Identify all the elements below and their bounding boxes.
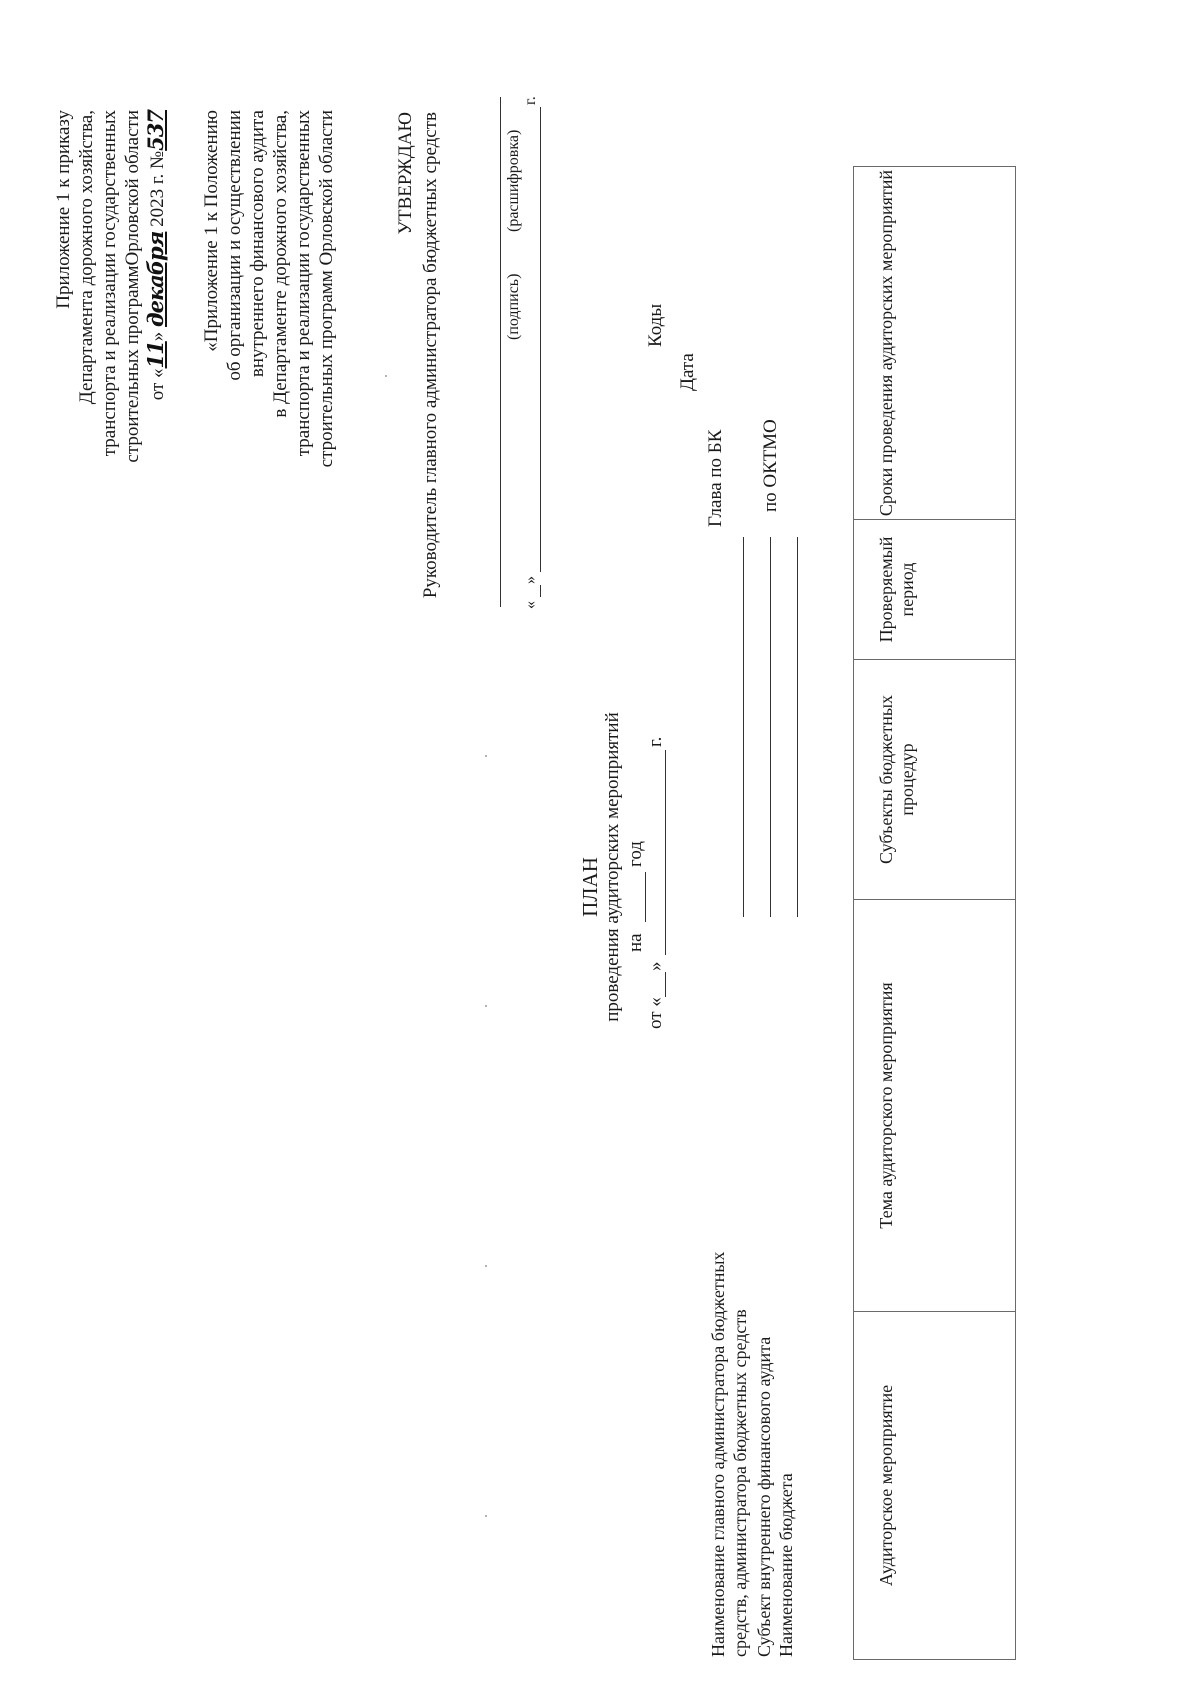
regulation-block [200, 110, 338, 730]
handwritten-number: 537 [143, 110, 168, 151]
col-budget-subjects: Субъекты бюджетных процедур [854, 660, 1016, 900]
budget-label: Наименование бюджета [776, 1473, 796, 1657]
scan-dot [385, 375, 387, 377]
regulation-line-4: в Департаменте дорожного хозяйства, [270, 110, 291, 418]
col-audit-event: Аудиторское мероприятие [854, 1312, 1016, 1660]
approval-year-suffix: г. [522, 96, 539, 105]
plan-year-line [645, 872, 646, 922]
scan-dot [485, 1515, 487, 1517]
approval-date-open: « [522, 601, 539, 609]
appendix-line-1: Приложение 1 к приказу [53, 110, 74, 309]
plan-from-suffix: г. [645, 736, 666, 747]
admin-name-line-2: средств, администратора бюджетных средств [730, 1309, 750, 1657]
approval-day-line [540, 585, 541, 597]
admin-name-value-line [743, 537, 744, 917]
date-year: 2023 г. № [147, 150, 168, 227]
date-mid: » [147, 331, 168, 342]
col-audit-topic: Тема аудиторского мероприятия [854, 900, 1016, 1312]
appendix-line-2: Департамента дорожного хозяйства, [76, 110, 97, 405]
regulation-line-2: об организации и осуществлении [224, 110, 245, 381]
scan-dot [485, 1005, 487, 1007]
scan-dot [485, 755, 487, 757]
table-header-row [854, 167, 1016, 1660]
signature-line [500, 97, 501, 607]
codes-title: Коды [645, 303, 666, 347]
handwritten-month: декабря [143, 231, 168, 327]
plan-title: ПЛАН [578, 857, 602, 917]
plan-from-day-line [665, 972, 666, 997]
regulation-line-6: строительных программ Орловской области [316, 110, 337, 468]
plan-from-mid: » [645, 961, 666, 971]
admin-name-label [707, 1252, 751, 1657]
plan-for-suffix: год [625, 841, 646, 867]
codes-chapter-label: Глава по БК [705, 429, 726, 527]
plan-subtitle: проведения аудиторских мероприятий [602, 712, 623, 1022]
signature-caption: (подпись) [505, 273, 522, 340]
plan-from-date-line [665, 750, 666, 955]
approval-head: Руководитель главного администратора бюджетных средств [420, 112, 441, 599]
plan-for-prefix: на [625, 933, 646, 952]
budget-value-line [797, 537, 798, 917]
appendix-block [52, 110, 169, 730]
codes-date-label: Дата [677, 353, 698, 391]
subject-label: Субъект внутреннего финансового аудита [754, 1336, 774, 1657]
plan-year-row [625, 933, 647, 952]
appendix-line-3: транспорта и реализации государственных [99, 110, 120, 457]
decode-caption: (расшифровка) [505, 129, 522, 232]
scan-dot [485, 1265, 487, 1267]
col-audit-terms: Сроки проведения аудиторских мероприятий [854, 167, 1016, 520]
subject-value-line [770, 537, 771, 917]
admin-name-line-1: Наименование главного администратора бюджетных [708, 1251, 728, 1657]
appendix-line-4: строительных программОрловской области [122, 110, 143, 463]
plan-table [853, 166, 1016, 1660]
regulation-line-5: транспорта и реализации государственных [293, 110, 314, 457]
col-checked-period: Проверяемый период [854, 520, 1016, 660]
date-prefix: от « [147, 368, 168, 401]
appendix-order-date [144, 110, 169, 730]
regulation-line-1: «Приложение 1 к Положению [201, 110, 222, 352]
codes-oktmo-label: по ОКТМО [760, 419, 781, 512]
approval-date-close: » [522, 576, 539, 584]
handwritten-day: 11 [143, 341, 168, 369]
regulation-line-3: внутреннего финансового аудита [247, 110, 268, 378]
approval-month-line [540, 107, 541, 572]
approval-title: УТВЕРЖДАЮ [395, 112, 416, 235]
plan-from-prefix: от « [645, 997, 666, 1029]
